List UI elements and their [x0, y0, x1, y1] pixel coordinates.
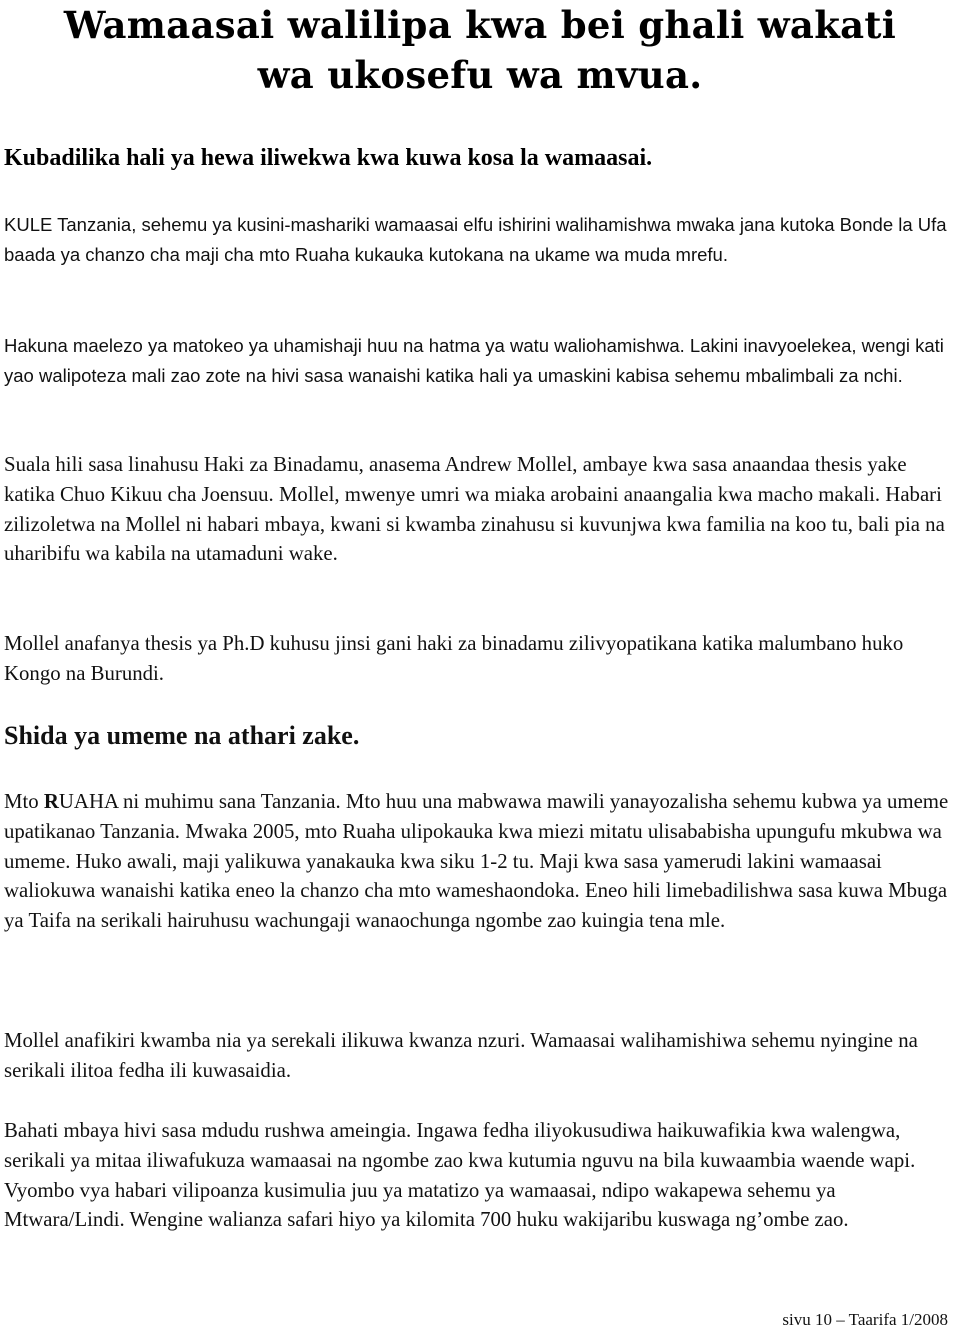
paragraph-corruption: Bahati mbaya hivi sasa mdudu rushwa ameingia. Ingawa fedha iliyokusudiwa haikuwafikia kwa walengwa, serikali ya mitaa iliwafukuza wamaasai na ngombe zao kwa kutumia nguvu na bila kuwaambia waende wapi. Vyombo vya habari vilipoanza kusimulia juu ya matatizo ya wamaasai, ndipo wakapewa sehemu ya Mtwara/Lindi. Wengine walianza safari hiyo ya kilomita 700 huku wakijaribu kuswaga ng’ombe zao. [4, 1119, 916, 1232]
paragraph-consequences: Hakuna maelezo ya matokeo ya uhamishaji huu na hatma ya watu waliohamishwa. Lakini inavyoelekea, wengi kati yao walipoteza mali zao zote na hivi sasa wanaishi katika hali ya umaskini kabisa sehemu mbalimbali za nchi. [4, 335, 944, 386]
article-title-line-2: wa ukosefu wa mvua. [257, 53, 703, 97]
page-footer: sivu 10 – Taarifa 1/2008 [782, 1310, 948, 1329]
paragraph-ruaha-prefix: Mto [4, 790, 44, 813]
paragraph-thesis: Mollel anafanya thesis ya Ph.D kuhusu jinsi gani haki za binadamu zilivyopatikana katika malumbano huko Kongo na Burundi. [4, 632, 904, 685]
paragraph-ruaha-river [4, 787, 956, 936]
paragraph-government-intent: Mollel anafikiri kwamba nia ya serekali ilikuwa kwanza nzuri. Wamaasai walihamishiwa sehemu nyingine na serikali ilitoa fedha ili kuwasaidia. [4, 1029, 918, 1082]
article-title [0, 0, 960, 100]
paragraph-intro: KULE Tanzania, sehemu ya kusini-mashariki wamaasai elfu ishirini walihamishwa mwaka jana kutoka Bonde la Ufa baada ya chanzo cha maji cha mto Ruaha kukauka kutokana na ukame wa muda mrefu. [4, 214, 947, 265]
paragraph-human-rights: Suala hili sasa linahusu Haki za Binadamu, anasema Andrew Mollel, ambaye kwa sasa anaandaa thesis yake katika Chuo Kikuu cha Joensuu. Mollel, mwenye umri wa miaka arobaini anaangalia kwa macho makali. Habari zilizoletwa na Mollel ni habari mbaya, kwani si kwamba zinahusu si kuvunjwa kwa familia na koo tu, bali pia na uharibifu wa kabila na utamaduni wake. [4, 453, 945, 566]
paragraph-ruaha-initial: R [43, 790, 59, 813]
section-heading-electricity: Shida ya umeme na athari zake. [4, 721, 360, 750]
paragraph-ruaha-rest: UAHA ni muhimu sana Tanzania. Mto huu una mabwawa mawili yanayozalisha sehemu kubwa ya umeme upatikanao Tanzania. Mwaka 2005, mto Ruaha ulipokauka kwa miezi mitatu ulisababisha upungufu mkubwa wa umeme. Huko awali, maji yalikuwa yanakauka kwa siku 1-2 tu. Maji kwa sasa yamerudi lakini wamaasai waliokuwa wanaishi katika eneo la chanzo cha mto wameshaondoka. Eneo hili limebadilishwa sasa kuwa Mbuga ya Taifa na serikali hairuhusu wachungaji wanaochunga ngombe zao kuingia tena mle. [4, 790, 949, 933]
article-subtitle: Kubadilika hali ya hewa iliwekwa kwa kuwa kosa la wamaasai. [4, 145, 653, 171]
article-title-line-1: Wamaasai walilipa kwa bei ghali wakati [63, 3, 897, 47]
